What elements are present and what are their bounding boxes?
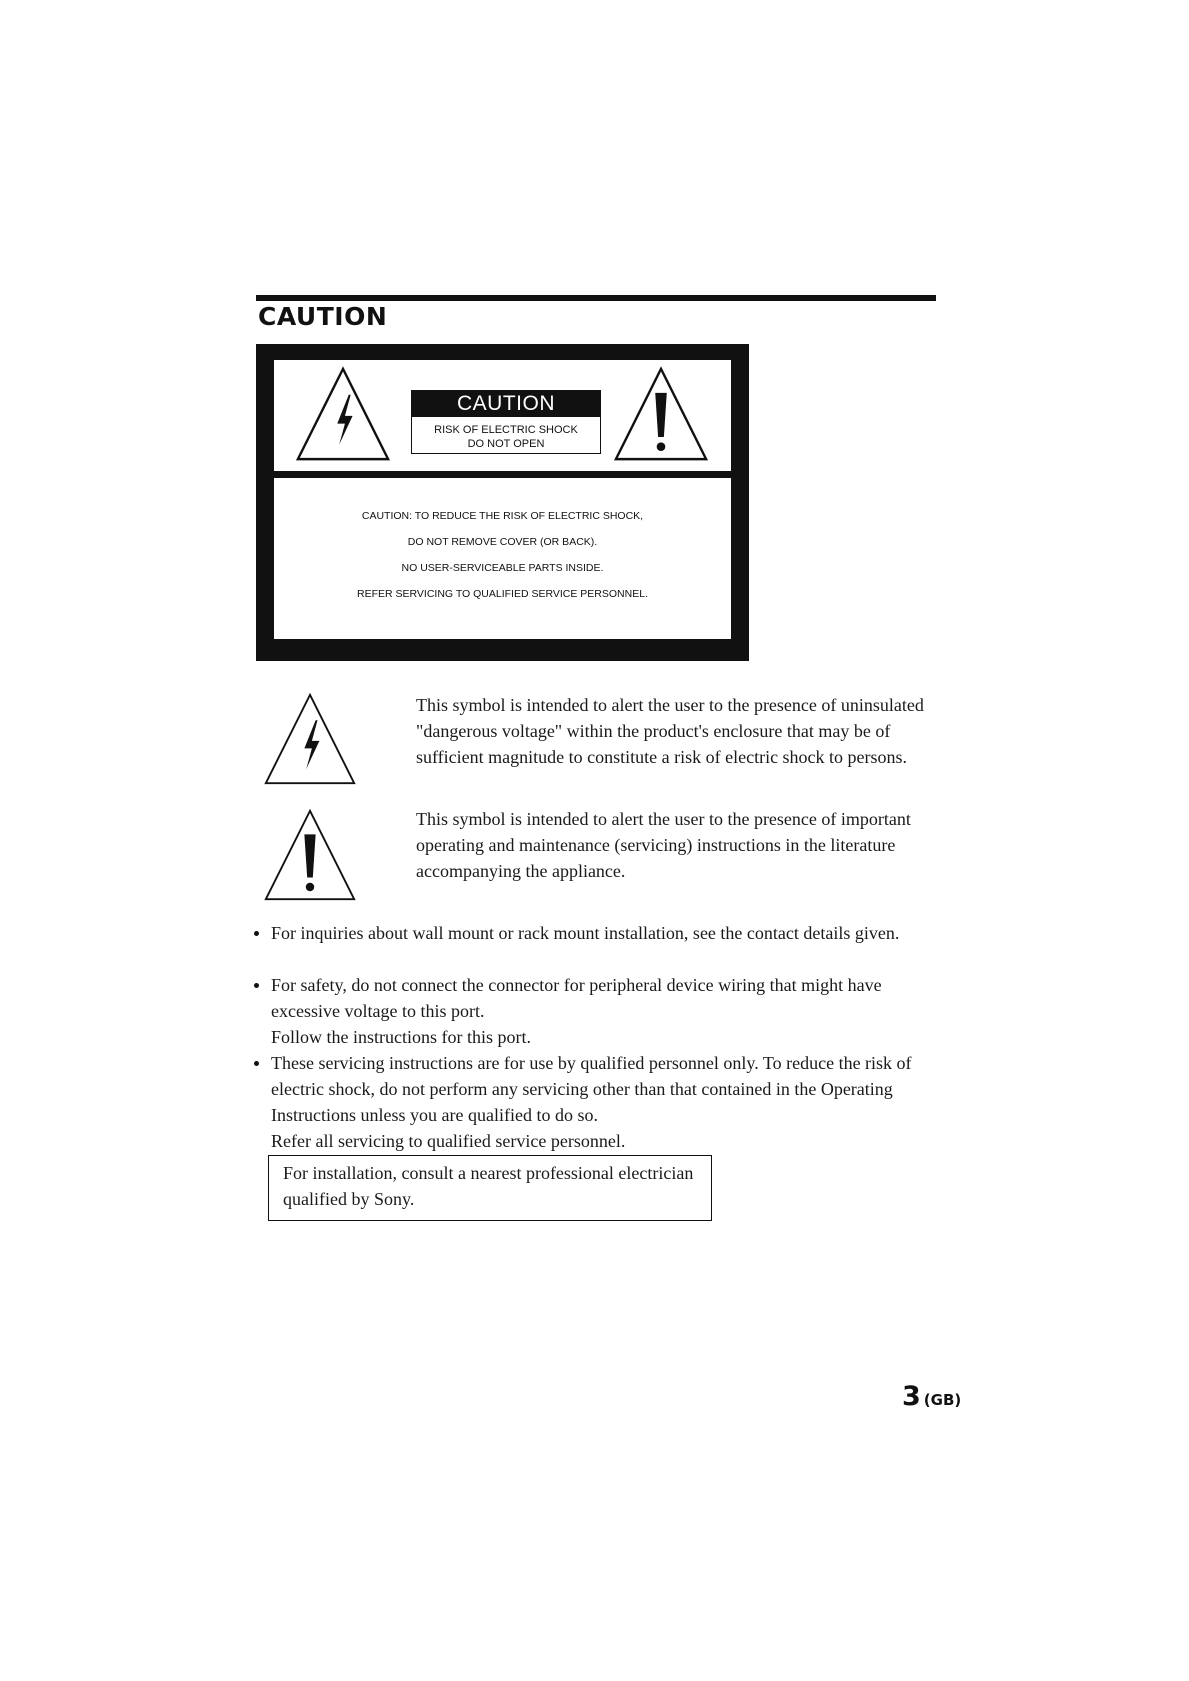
heading-rule (256, 295, 936, 301)
label-title: CAUTION (412, 391, 600, 417)
label-line-1: RISK OF ELECTRIC SHOCK (434, 424, 578, 436)
bullet-text-3: These servicing instructions are for use by qualified personnel only. To reduce the risk of electric shock, do not perform any servicing other than that contained in the Operating Instructions unless you are qualified to do so. (271, 1053, 912, 1125)
bullet-item-2 (271, 972, 941, 1050)
page-number-suffix: (GB) (923, 1391, 962, 1409)
bullet-dot-icon (254, 983, 259, 988)
page-number (902, 1381, 961, 1412)
symbol-description-2: This symbol is intended to alert the user to the presence of important operating and maintenance (servicing) instructions in the literature accompanying the appliance. (416, 809, 911, 881)
bullet-dot-icon (254, 1061, 259, 1066)
lightning-triangle-icon (294, 366, 392, 462)
bullet-dot-icon (254, 931, 259, 936)
bullet-item-1 (271, 920, 941, 946)
installation-note-box (268, 1155, 712, 1221)
bullet-text-2-extra: Follow the instructions for this port. (271, 1027, 531, 1047)
label-warning-1: CAUTION: TO REDUCE THE RISK OF ELECTRIC SHOCK, (361, 510, 644, 522)
label-bottom-panel (274, 478, 731, 639)
label-warning-2: DO NOT REMOVE COVER (OR BACK). (407, 536, 598, 548)
label-warning-4: REFER SERVICING TO QUALIFIED SERVICE PERSONNEL. (357, 588, 648, 600)
exclamation-triangle-icon (262, 808, 358, 902)
bullet-text-3-extra: Refer all servicing to qualified service personnel. (271, 1131, 626, 1151)
bullet-text-1: For inquiries about wall mount or rack mount installation, see the contact details given. (271, 923, 900, 943)
label-top-panel (274, 360, 731, 471)
page-number-value: 3 (902, 1381, 921, 1412)
bullet-item-3 (271, 1050, 941, 1154)
label-warning-3: NO USER-SERVICEABLE PARTS INSIDE. (401, 562, 604, 574)
label-center-box (411, 390, 601, 454)
installation-note: For installation, consult a nearest professional electrician qualified by Sony. (283, 1163, 694, 1209)
lightning-triangle-icon (262, 692, 358, 786)
caution-label (256, 344, 749, 661)
symbol-description-1: This symbol is intended to alert the user to the presence of uninsulated "dangerous voltage" within the product's enclosure that may be of sufficient magnitude to constitute a risk of electric shock to persons. (416, 695, 924, 767)
page-heading: CAUTION (258, 302, 388, 331)
label-line-2: DO NOT OPEN (467, 438, 545, 450)
exclamation-triangle-icon (612, 366, 710, 462)
bullet-text-2: For safety, do not connect the connector for peripheral device wiring that might have excessive voltage to this port. (271, 975, 882, 1021)
